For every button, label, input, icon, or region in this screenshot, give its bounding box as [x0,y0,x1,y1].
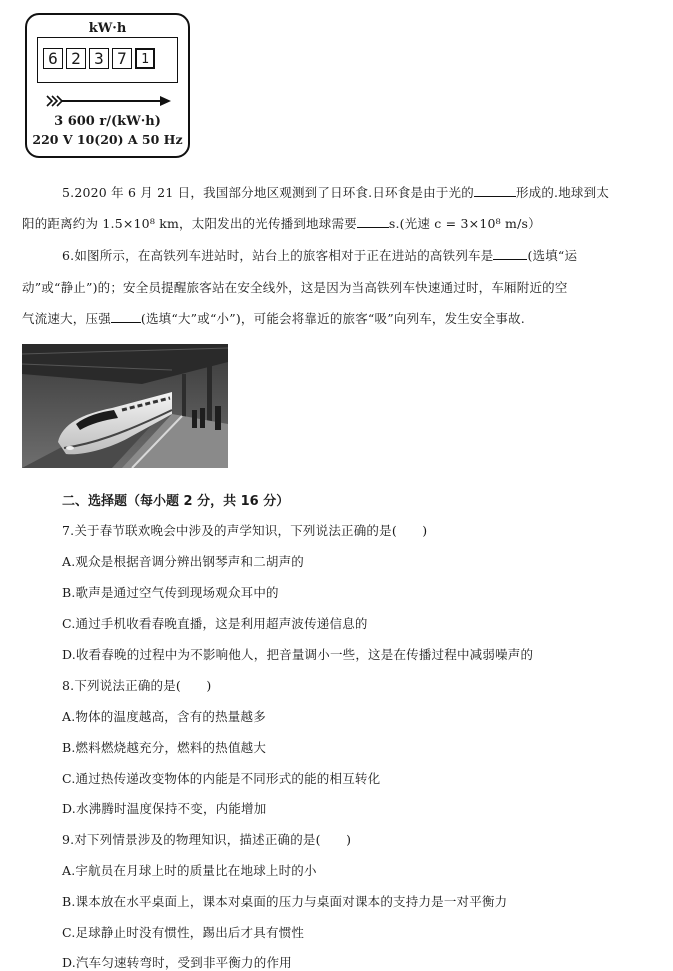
answer-blank[interactable] [111,312,141,323]
option-8c: C.通过热传递改变物体的内能是不同形式的能的相互转化 [62,771,381,786]
meter-decimal-digit: 1 [135,48,155,69]
meter-digit: 6 [43,48,63,69]
q5-text: s.(光速 c = 3×10⁸ m/s） [388,216,541,231]
question-9: 9.对下列情景涉及的物理知识，描述正确的是( ) [62,832,352,847]
question-8: 8.下列说法正确的是( ) [62,678,212,693]
q6-text: (选填“大”或“小”)，可能会将靠近的旅客“吸”向列车，发生安全事故. [140,311,525,326]
option-8d: D.水沸腾时温度保持不变，内能增加 [62,801,267,816]
q6-text: (选填“运 [527,248,578,263]
answer-blank[interactable] [493,249,527,260]
answer-blank[interactable] [357,217,389,228]
q5-line-2 [22,214,541,232]
meter-rating: 220 V 10(20) A 50 Hz [32,132,183,147]
high-speed-train-photo [22,344,228,468]
option-9c: C.足球静止时没有惯性，踢出后才具有惯性 [62,925,305,940]
meter-rate: 3 600 r/(kW·h) [54,114,161,129]
option-7b: B.歌声是通过空气传到现场观众耳中的 [62,585,279,600]
option-7c: C.通过手机收看春晚直播，这是利用超声波传递信息的 [62,616,368,631]
option-8a: A.物体的温度越高，含有的热量越多 [62,709,266,724]
q6-line-2: 动”或“静止”)的；安全员提醒旅客站在安全线外，这是因为当高铁列车快速通过时，车厢附近的空 [22,280,568,295]
q6-line-3 [22,309,525,327]
meter-arrow-icon [45,94,173,108]
option-7a: A.观众是根据音调分辨出钢琴声和二胡声的 [62,554,305,569]
answer-blank[interactable] [474,186,516,197]
meter-digit: 2 [66,48,86,69]
option-9b: B.课本放在水平桌面上，课本对桌面的压力与桌面对课本的支持力是一对平衡力 [62,894,508,909]
question-7: 7.关于春节联欢晚会中涉及的声学知识，下列说法正确的是( ) [62,523,428,538]
q6-line-1 [62,246,577,264]
option-9d: D.汽车匀速转弯时，受到非平衡力的作用 [62,955,292,970]
section-heading: 二、选择题（每小题 2 分，共 16 分） [62,494,290,509]
q5-text: 形成的.地球到太 [515,185,610,200]
q5-text: 阳的距离约为 1.5×10⁸ km，太阳发出的光传播到地球需要 [22,216,357,231]
q5-text: 5.2020 年 6 月 21 日，我国部分地区观测到了日环食.日环食是由于光的 [62,185,474,200]
option-8b: B.燃料燃烧越充分，燃料的热值越大 [62,740,267,755]
q6-text: 气流速大，压强 [22,311,111,326]
q5-line-1 [62,183,609,201]
q6-text: 6.如图所示，在高铁列车进站时，站台上的旅客相对于正在进站的高铁列车是 [62,248,494,263]
meter-unit: kW·h [88,21,127,36]
electricity-meter-figure [25,13,190,158]
option-9a: A.宇航员在月球上时的质量比在地球上时的小 [62,863,317,878]
option-7d: D.收看春晚的过程中为不影响他人，把音量调小一些，这是在传播过程中减弱噪声的 [62,647,534,662]
meter-digit: 7 [112,48,132,69]
meter-digit: 3 [89,48,109,69]
meter-digits [43,48,158,69]
